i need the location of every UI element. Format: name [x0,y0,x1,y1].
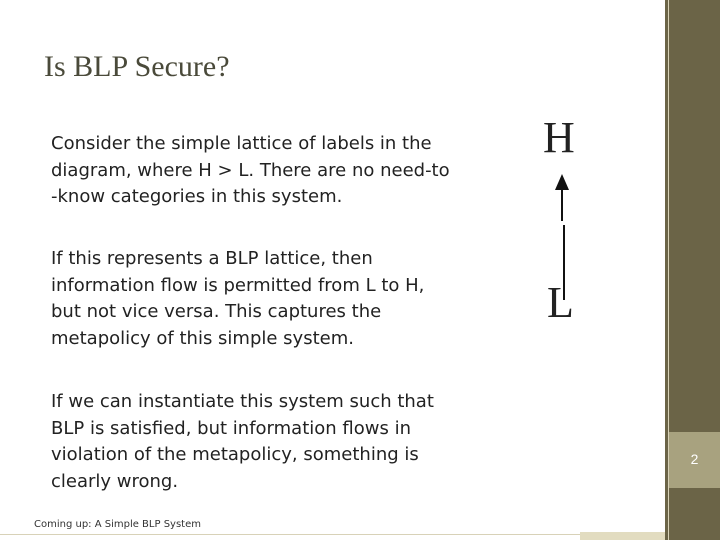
lattice-high-label: H [543,113,575,162]
paragraph-1: Consider the simple lattice of labels in the diagram, where H > L. There are no need-to -know categories in this system. [51,133,450,207]
slide-title: Is BLP Secure? [44,50,230,83]
footer-divider [0,534,580,535]
paragraph-3: If we can instantiate this system such that BLP is satisfied, but information flows in violation of the metapolicy, something is clearly wrong. [51,391,434,492]
page-number: 2 [690,451,699,467]
paragraph-2: If this represents a BLP lattice, then information flow is permitted from L to H, but not vice versa. This captures the metapolicy of this simple system. [51,248,425,349]
lattice-low-label: L [547,278,574,327]
footer-text: Coming up: A Simple BLP System [34,519,201,530]
footer-accent [580,532,665,540]
